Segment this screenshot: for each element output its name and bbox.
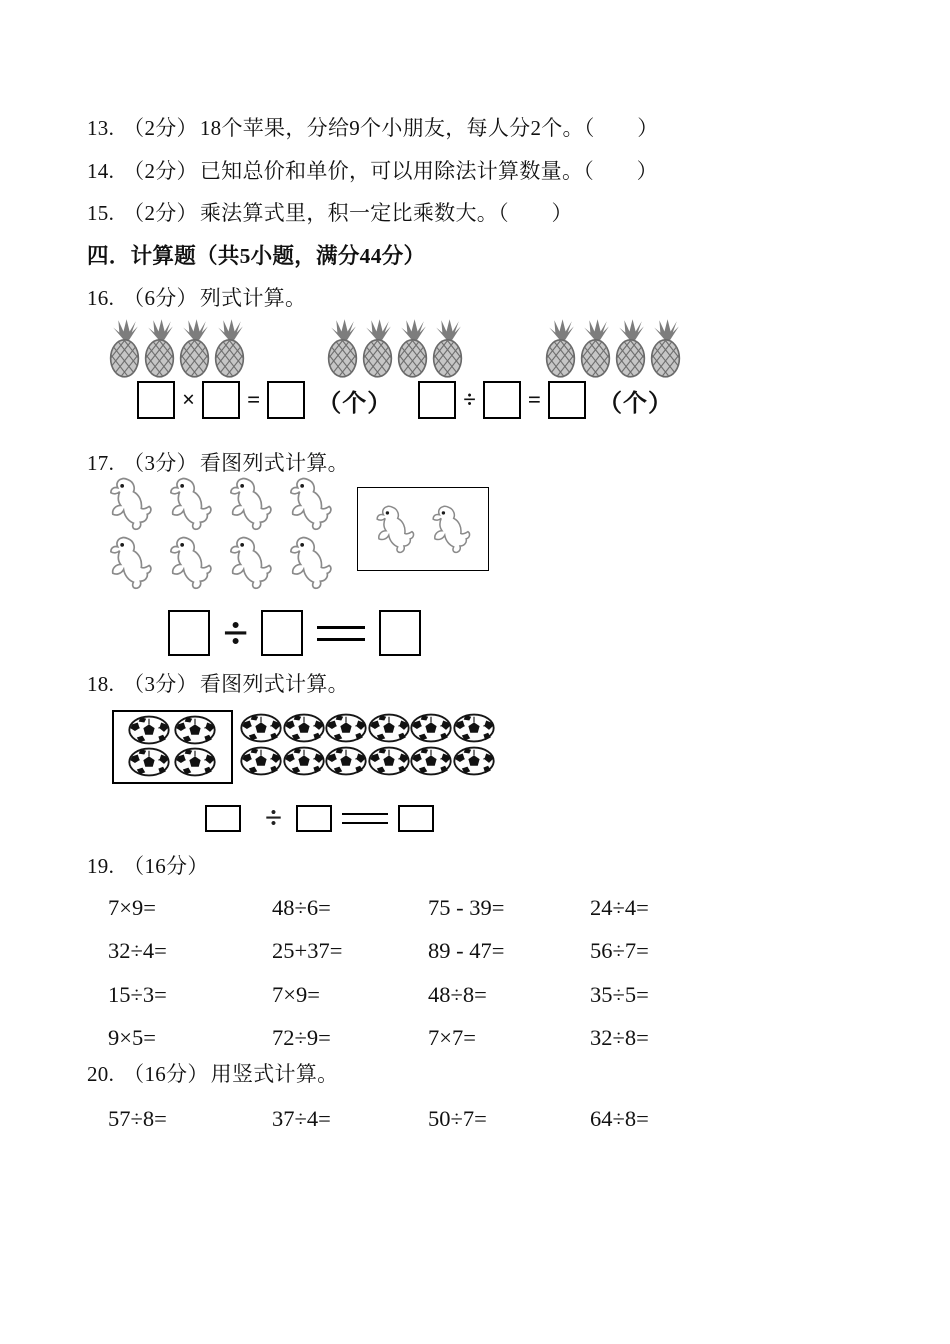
dolphin-group-outside [103, 476, 343, 594]
dolphin-icon [103, 476, 158, 531]
pineapple-icon [577, 318, 614, 378]
pineapple-icon [324, 318, 361, 378]
problem-cell: 7×9= [272, 981, 320, 1007]
answer-box [202, 381, 240, 419]
question-line-16 [87, 282, 306, 312]
q16-equations [137, 381, 673, 419]
q20-problem-row [108, 1097, 740, 1141]
divide-sign: ÷ [223, 607, 249, 658]
pineapple-illustration [106, 318, 682, 378]
problem-cell: 7×9= [108, 894, 156, 920]
problem-cell: 24÷4= [590, 894, 649, 920]
problem-cell: 25+37= [272, 938, 343, 964]
question-number: 17. [87, 451, 115, 475]
problem-cell: 64÷8= [590, 1105, 649, 1131]
score-label: （16分） [123, 1062, 209, 1086]
score-label: （16分） [123, 854, 209, 878]
score-label: （2分） [123, 159, 198, 183]
question-number: 13. [87, 116, 115, 140]
answer-blank-parens: （ ） [498, 201, 573, 225]
answer-box [398, 805, 434, 832]
problem-cell: 37÷4= [272, 1105, 331, 1131]
answer-box [379, 610, 421, 656]
dolphin-icon [370, 504, 420, 554]
question-number: 20. [87, 1062, 115, 1086]
multiply-sign: × [182, 387, 196, 412]
dolphin-icon [163, 535, 218, 590]
dolphin-group-boxed [357, 487, 489, 571]
unit-label: （个） [597, 390, 673, 417]
soccer-group-boxed [112, 710, 233, 784]
dolphin-icon [426, 504, 476, 554]
divide-sign: ÷ [463, 387, 476, 412]
question-text: 用竖式计算。 [210, 1062, 339, 1086]
pineapple-group [324, 318, 464, 378]
soccer-illustration [112, 710, 494, 784]
equals-sign [317, 626, 365, 641]
soccer-ball-icon [173, 747, 217, 777]
q19-problem-grid [108, 886, 740, 1060]
problem-cell: 9×5= [108, 1025, 156, 1051]
equals-sign [342, 813, 388, 824]
score-label: （3分） [123, 672, 198, 696]
answer-box [267, 381, 305, 419]
problem-cell: 35÷5= [590, 981, 649, 1007]
unit-label: （个） [317, 390, 393, 417]
soccer-ball-icon [452, 713, 496, 743]
pineapple-icon [211, 318, 248, 378]
question-number: 15. [87, 201, 115, 225]
problem-cell: 56÷7= [590, 938, 649, 964]
pineapple-group [542, 318, 682, 378]
question-line-15 [87, 197, 573, 227]
question-line-14 [87, 155, 658, 185]
equals-sign: = [247, 387, 261, 412]
score-label: （6分） [123, 286, 198, 310]
problem-cell: 7×7= [428, 1025, 476, 1051]
answer-box [548, 381, 586, 419]
question-number: 14. [87, 159, 115, 183]
answer-box [205, 805, 241, 832]
question-text: 18个苹果，分给9个小朋友，每人分2个。 [199, 116, 584, 140]
pineapple-icon [141, 318, 178, 378]
soccer-group-outside [239, 713, 494, 779]
soccer-ball-icon [282, 746, 326, 776]
dolphin-icon [163, 476, 218, 531]
dolphin-icon [283, 476, 338, 531]
soccer-ball-icon [324, 713, 368, 743]
soccer-ball-icon [367, 746, 411, 776]
q18-equation [205, 800, 434, 835]
answer-box [418, 381, 456, 419]
pineapple-icon [542, 318, 579, 378]
soccer-ball-icon [452, 746, 496, 776]
problem-cell: 48÷8= [428, 981, 487, 1007]
dolphin-icon [223, 535, 278, 590]
soccer-ball-icon [127, 747, 171, 777]
soccer-ball-icon [127, 715, 171, 745]
answer-box [137, 381, 175, 419]
soccer-ball-icon [409, 746, 453, 776]
answer-blank-parens: （ ） [583, 116, 659, 140]
pineapple-icon [394, 318, 431, 378]
soccer-ball-icon [367, 713, 411, 743]
answer-blank-parens: （ ） [583, 159, 658, 183]
question-text: 乘法算式里，积一定比乘数大。 [199, 201, 499, 225]
section-heading: 四．计算题（共5小题，满分44分） [87, 244, 426, 268]
score-label: （2分） [123, 116, 198, 140]
pineapple-icon [176, 318, 213, 378]
answer-box [296, 805, 332, 832]
pineapple-icon [429, 318, 466, 378]
dolphin-icon [103, 535, 158, 590]
pineapple-group [106, 318, 246, 378]
divide-sign: ÷ [265, 800, 283, 835]
soccer-ball-icon [409, 713, 453, 743]
soccer-ball-icon [173, 715, 217, 745]
problem-cell: 89 - 47= [428, 938, 505, 964]
question-text: 看图列式计算。 [199, 451, 349, 475]
problem-cell: 75 - 39= [428, 894, 505, 920]
problem-cell: 57÷8= [108, 1105, 167, 1131]
pineapple-icon [647, 318, 684, 378]
equals-sign: = [527, 387, 541, 412]
question-line-18 [87, 668, 349, 698]
soccer-ball-icon [239, 713, 283, 743]
soccer-ball-icon [239, 746, 283, 776]
pineapple-icon [106, 318, 143, 378]
question-text: 看图列式计算。 [199, 672, 349, 696]
soccer-ball-icon [282, 713, 326, 743]
problem-cell: 50÷7= [428, 1105, 487, 1131]
problem-cell: 48÷6= [272, 894, 331, 920]
soccer-ball-icon [324, 746, 368, 776]
question-text: 列式计算。 [199, 286, 307, 310]
question-number: 16. [87, 286, 115, 310]
question-line-13 [87, 112, 659, 142]
answer-box [168, 610, 210, 656]
question-number: 18. [87, 672, 115, 696]
dolphin-icon [223, 476, 278, 531]
score-label: （2分） [123, 201, 198, 225]
question-line-20 [87, 1058, 338, 1088]
pineapple-icon [612, 318, 649, 378]
answer-box [261, 610, 303, 656]
question-text: 已知总价和单价，可以用除法计算数量。 [199, 159, 584, 183]
pineapple-icon [359, 318, 396, 378]
problem-cell: 32÷8= [590, 1025, 649, 1051]
question-number: 19. [87, 854, 115, 878]
dolphin-icon [283, 535, 338, 590]
question-line-17 [87, 447, 349, 477]
q17-equation [168, 607, 421, 658]
problem-cell: 72÷9= [272, 1025, 331, 1051]
score-label: （3分） [123, 451, 198, 475]
answer-box [483, 381, 521, 419]
dolphin-illustration [103, 476, 489, 594]
question-line-19 [87, 850, 211, 880]
problem-cell: 32÷4= [108, 938, 167, 964]
problem-cell: 15÷3= [108, 981, 167, 1007]
